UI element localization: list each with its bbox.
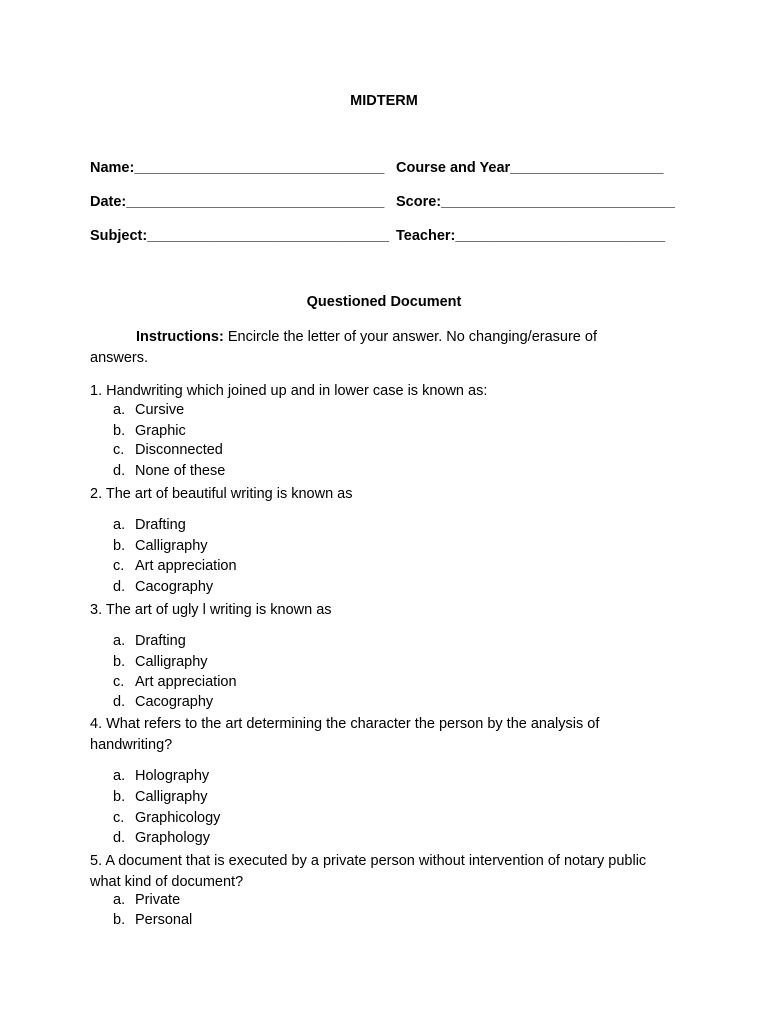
section-title: Questioned Document (306, 294, 462, 310)
date-field: Date:________________________________ (90, 194, 385, 210)
question-2: 2. The art of beautiful writing is known as (90, 486, 353, 502)
instructions (90, 327, 650, 369)
teacher-field: Teacher:__________________________ (396, 228, 666, 244)
question-1: 1. Handwriting which joined up and in lower case is known as: (90, 383, 488, 399)
page-title: MIDTERM (350, 93, 418, 109)
course-year-field: Course and Year___________________ (396, 160, 664, 176)
question-4: 4. What refers to the art determining the character the person by the analysis of handwriting? (90, 716, 600, 753)
exam-page: MIDTERM Name:_______________________________ Course and Year___________________ Date:________________________________ Score:_____________________________ Subject:______________________________ Teacher:__________________________ Questioned Document Instructions: Encircle the letter of your answer. No changing/erasure of answers. 1. Handwriting which joined up and in lower case is known as: a. Cursive b. Graphic c. Disconnected d. None of these 2. The art of beautiful writing is known as a. Drafting b. Calligraphy c. Art appreciation d. Cacography 3. The art of ugly l writing is known as a. Drafting b. Calligraphy c. Art appreciation d. Cacography 4. What refers to the art determining the character the person by the analysis of handwriting? a. Holography b. Calligraphy c. Graphicology d. Graphology 5. A document that is executed by a private person without intervention of notary public what kind of document? a. Private b. Personal (0, 0, 768, 1024)
score-field: Score:_____________________________ (396, 194, 675, 210)
instructions-label: Instructions: (136, 329, 224, 345)
subject-field: Subject:______________________________ (90, 228, 390, 244)
question-5: 5. A document that is executed by a private person without intervention of notary public what kind of document? (90, 853, 647, 890)
name-field: Name:_______________________________ (90, 160, 385, 176)
instructions-text: Encircle the letter of your answer. No changing/erasure of answers. (90, 329, 597, 366)
question-3: 3. The art of ugly l writing is known as (90, 602, 332, 618)
